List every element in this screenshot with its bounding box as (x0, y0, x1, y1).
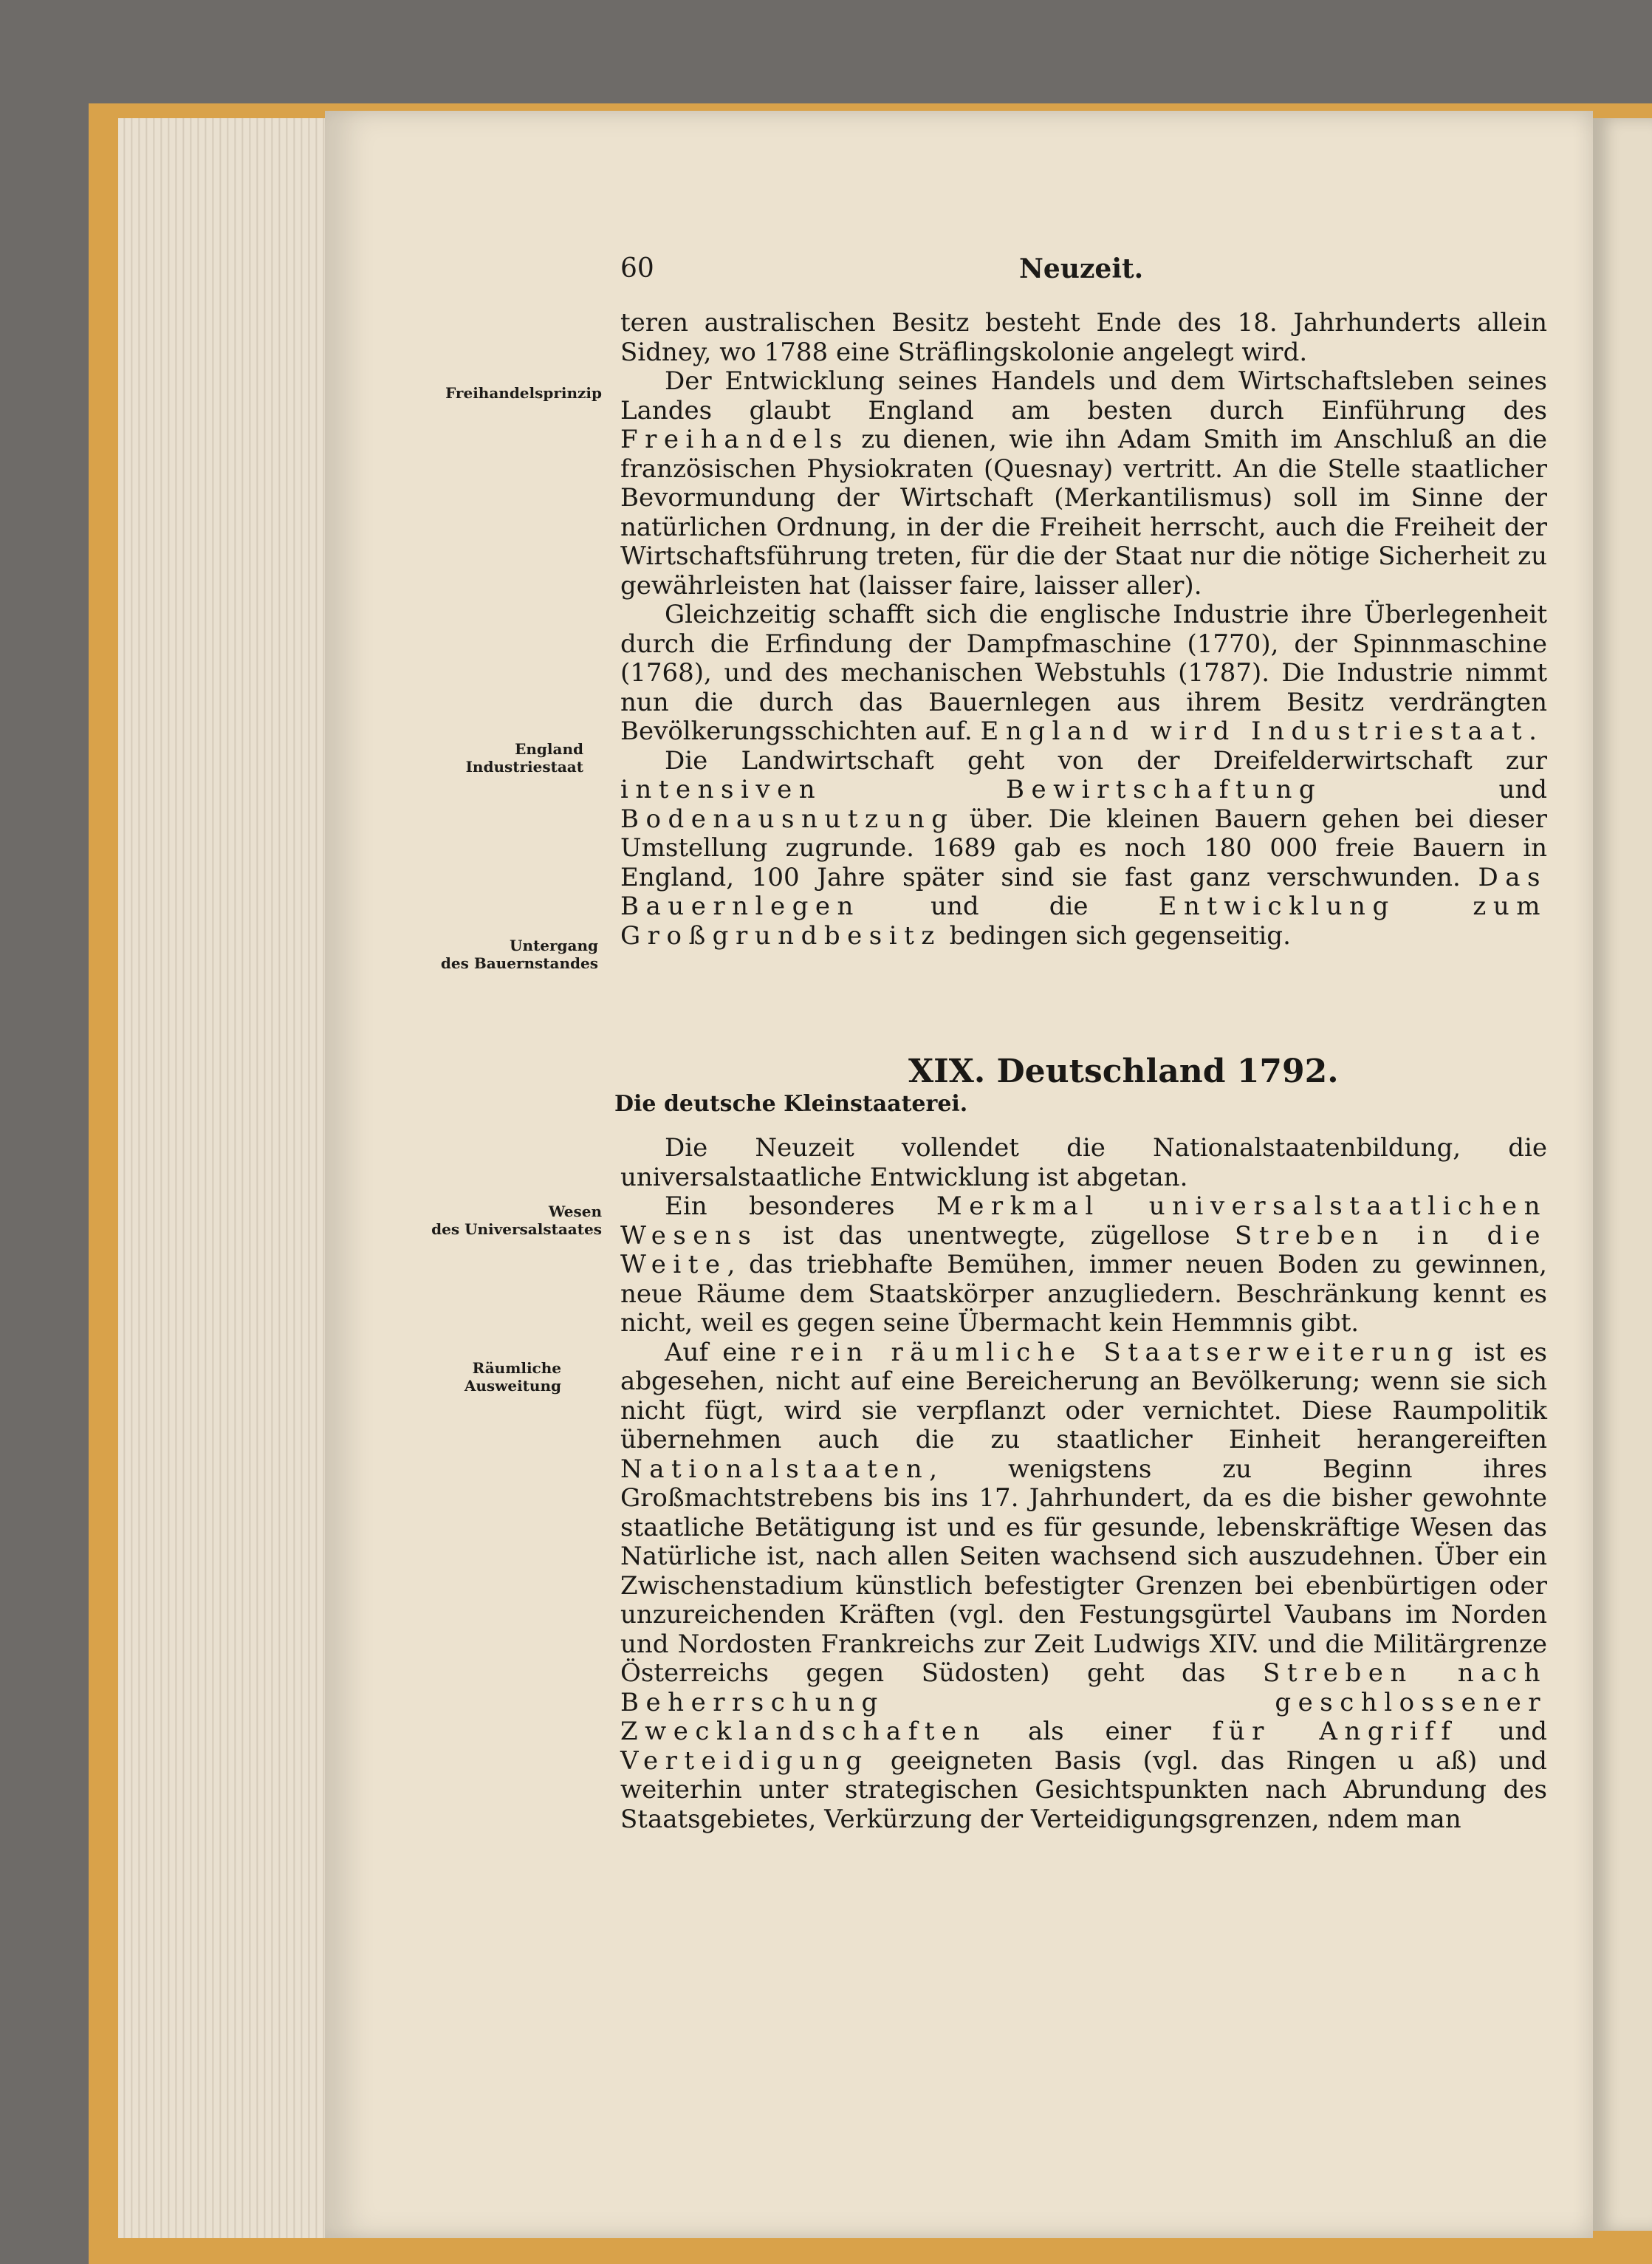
margin-note-untergang: Untergang des Bauernstandes (440, 937, 598, 972)
section-subheading: Die deutsche Kleinstaaterei. (614, 1091, 968, 1117)
paragraph: Ein besonderes Merkmal universalstaatlichen Wesens ist das unentwegte, zügellose Streben in die Weite, das triebhafte Bemühen, immer neuen Boden zu gewinnen, neue Räume dem Staatskörper anzugliedern. Beschränkung kennt es nicht, weil es gegen seine Übermacht kein Hemmnis gibt. (620, 1191, 1548, 1338)
section-heading: XIX. Deutschland 1792. (908, 1053, 1339, 1090)
page-edges (118, 118, 340, 2238)
margin-note-freihandel: Freihandelsprinzip (445, 384, 602, 402)
facing-page-edge (1593, 118, 1652, 2231)
page-number: 60 (620, 253, 654, 284)
page-header (620, 253, 1543, 283)
margin-note-wesen: Wesen des Universalstaates (431, 1203, 602, 1238)
margin-note-raeumliche: Räumliche Ausweitung (464, 1359, 561, 1395)
paragraph: Die Neuzeit vollendet die Nationalstaatenbildung, die universalstaatliche Entwicklung ist abgetan. (620, 1133, 1547, 1192)
paragraph: Die Landwirtschaft geht von der Dreifelderwirtschaft zur intensiven Bewirtschaftung und Bodenausnutzung über. Die kleinen Bauern gehen bei dieser Umstellung zugrunde. 1689 gab es noch 180 000 freie Bauern in England, 100 Jahre später sind sie fast ganz verschwunden. Das Bauernlegen und die Entwicklung zum Großgrundbesitz bedingen sich gegenseitig. (620, 745, 1547, 951)
paragraph: Der Entwicklung seines Handels und dem Wirtschaftsleben seines Landes glaubt England am besten durch Einführung des Freihandels zu dienen, wie ihn Adam Smith im Anschluß an die französischen Physiokraten (Quesnay) vertritt. An die Stelle staatlicher Bevormundung der Wirtschaft (Merkantilismus) soll im Sinne der natürlichen Ordnung, in der die Freiheit herrscht, auch die Freiheit der Wirtschaftsführung treten, für die der Staat nur die nötige Sicherheit zu gewährleisten hat (laisser faire, laisser aller). (620, 366, 1547, 601)
running-title: Neuzeit. (1019, 253, 1144, 284)
paragraph: Gleichzeitig schafft sich die englische Industrie ihre Überlegenheit durch die Erfindung der Dampfmaschine (1770), der Spinnmaschine (1768), und des mechanischen Webstuhls (1787). Die Industrie nimmt nun die durch das Bauernlegen aus ihrem Besitz verdrängten Bevölkerungsschichten auf. England wird Industriestaat. (620, 600, 1547, 746)
body-text-bottom (620, 1134, 1547, 1834)
paragraph: teren australischen Besitz besteht Ende des 18. Jahrhunderts allein Sidney, wo 1788 eine Sträflingskolonie angelegt wird. (620, 308, 1547, 367)
paragraph: Auf eine rein räumliche Staatserweiterung ist es abgesehen, nicht auf eine Bereicherung an Bevölkerung; wenn sie sich nicht fügt, wird sie verpflanzt oder vernichtet. Diese Raumpolitik übernehmen auch die zu staatlicher Einheit herangereiften Nationalstaaten, wenigstens zu Beginn ihres Großmachtstrebens bis ins 17. Jahrhundert, da es die bisher gewohnte staatliche Betätigung ist und es für gesunde, lebenskräftige Wesen das Natürliche ist, nach allen Seiten wachsend sich auszudehnen. Über ein Zwischenstadium künstlich befestigter Grenzen bei ebenbürtigen oder unzureichenden Kräften (vgl. den Festungsgürtel Vaubans im Norden und Nordosten Frankreichs zur Zeit Ludwigs XIV. und die Militärgrenze Österreichs gegen Südosten) geht das Streben nach Beherrschung geschlossener Zwecklandschaften als einer für Angriff und Verteidigung geeigneten Basis (vgl. das Ringen u aß) und weiterhin unter strategischen Gesichtspunkten nach Abrundung des Staatsgebietes, Verkürzung der Verteidigungsgrenzen, ndem man (620, 1337, 1548, 1834)
body-text-top (620, 309, 1547, 951)
margin-note-england: England Industriestaat (465, 740, 583, 776)
